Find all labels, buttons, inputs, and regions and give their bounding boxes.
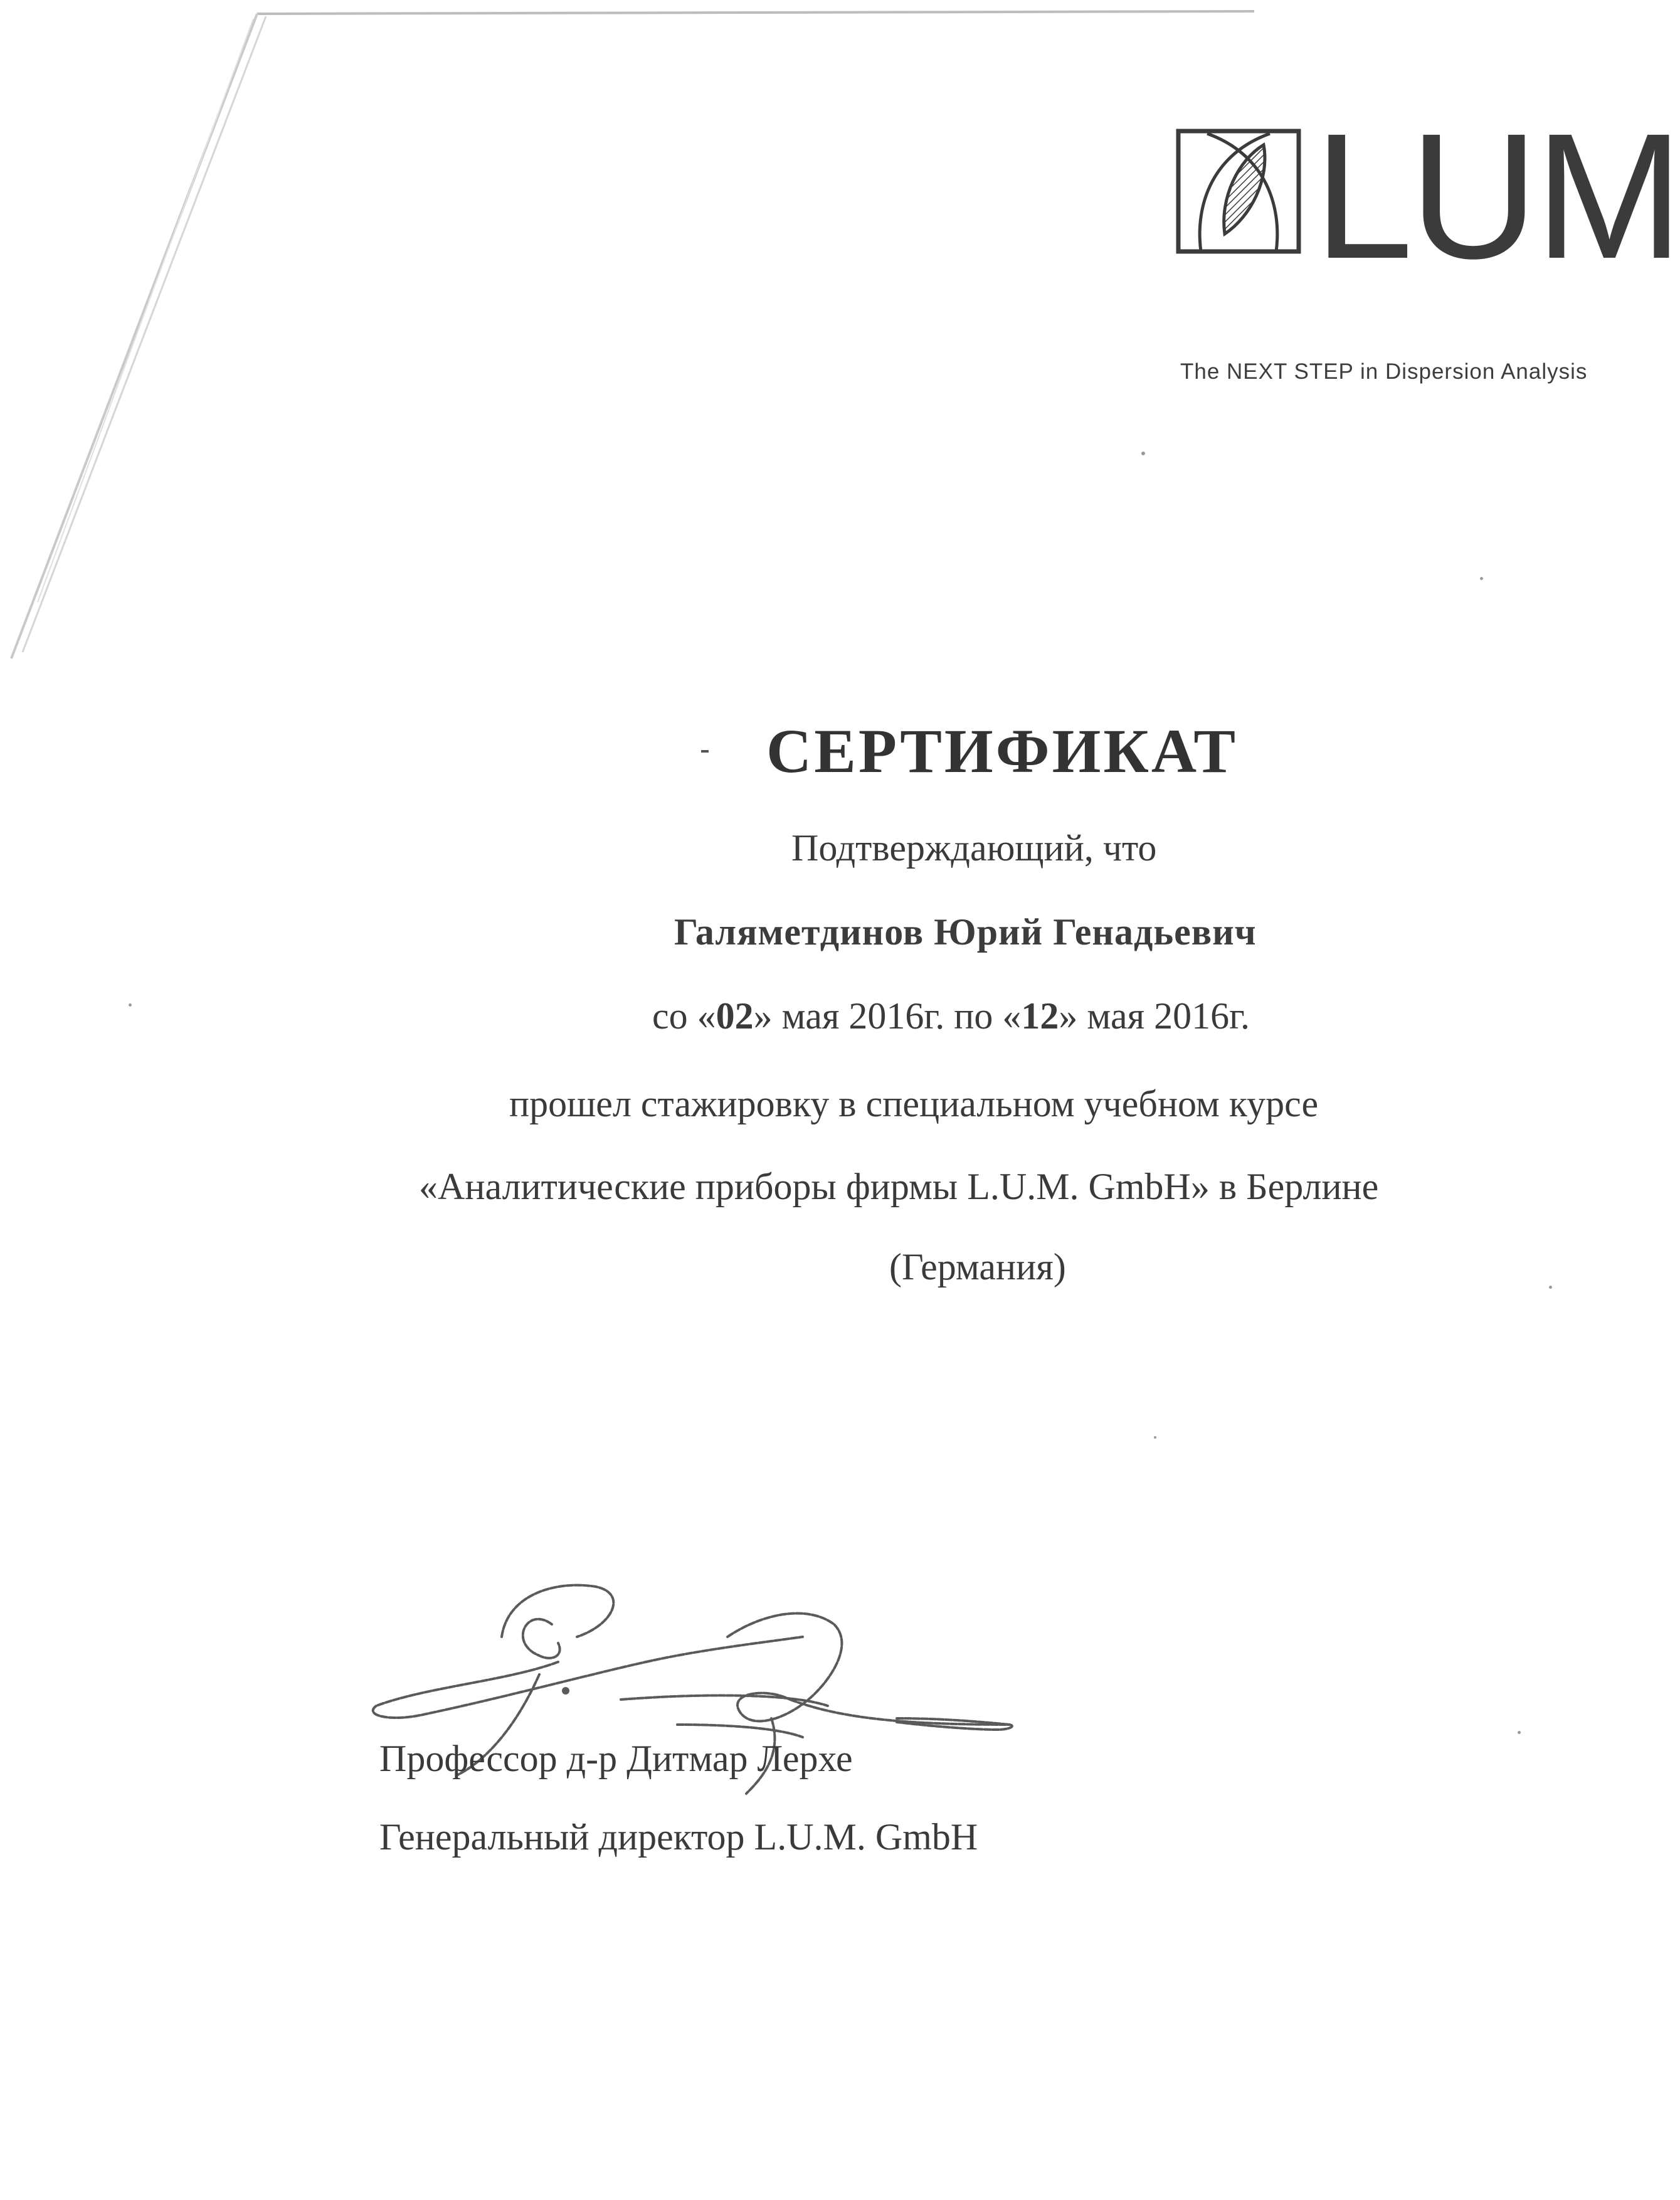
start-day: 02: [716, 995, 754, 1037]
holder-name: Галяметдинов Юрий Генадьевич: [674, 911, 1257, 953]
scan-speck: [1154, 1436, 1156, 1439]
course-country: (Германия): [889, 1246, 1066, 1288]
confirm-text: Подтверждающий, что: [791, 827, 1157, 869]
logo-wordmark: LUM: [1314, 97, 1680, 296]
signatory-role: Генеральный директор L.U.M. GmbH: [379, 1816, 978, 1858]
certificate-title: СЕРТИФИКАТ: [766, 716, 1239, 786]
logo-tagline: The NEXT STEP in Dispersion Analysis: [1180, 359, 1588, 384]
scan-speck: [1549, 1286, 1552, 1289]
scan-speck: [1480, 577, 1483, 580]
course-description: прошел стажировку в специальном учебном курсе: [509, 1083, 1319, 1124]
training-dates: [652, 995, 1250, 1038]
end-day: 12: [1021, 995, 1059, 1037]
scan-speck: [1518, 1731, 1521, 1734]
scan-speck: [1141, 452, 1145, 455]
signatory-name: Профессор д-р Дитмар Лерхе: [379, 1738, 853, 1779]
dates-prefix: со «: [652, 995, 716, 1037]
course-name: «Аналитические приборы фирмы L.U.M. GmbH» в Берлине: [419, 1166, 1379, 1207]
handwritten-signature: [351, 1568, 1041, 1831]
dates-end-rest: » мая 2016г.: [1059, 995, 1250, 1037]
dates-start-rest: » мая 2016г. по «: [753, 995, 1022, 1037]
scan-speck: [129, 1003, 132, 1007]
